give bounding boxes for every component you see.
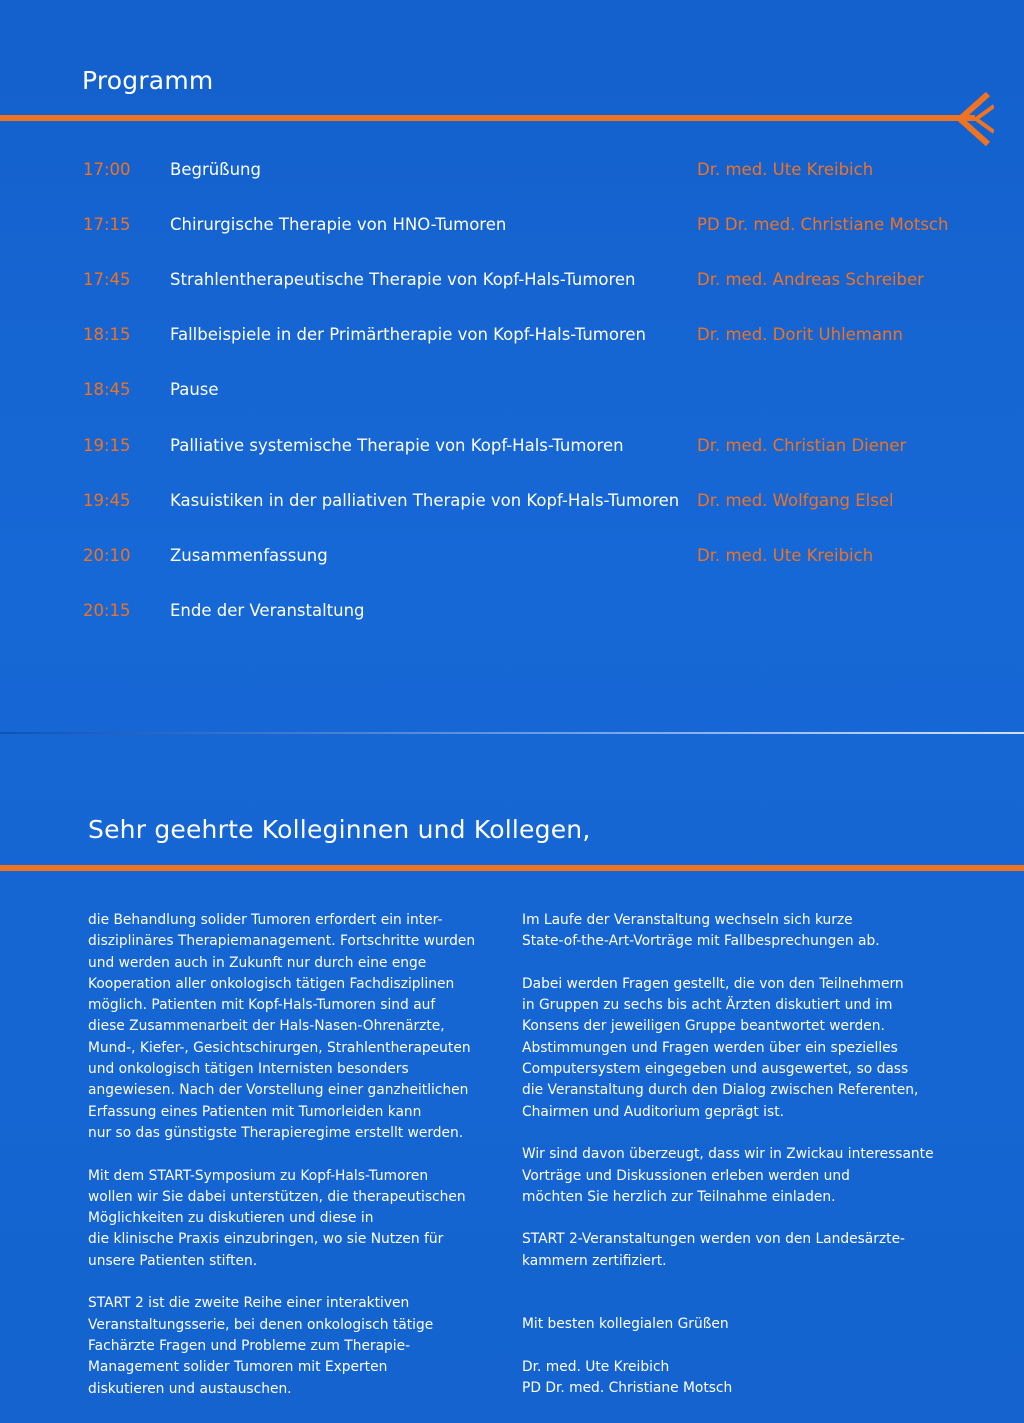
letter-paragraph (522, 974, 942, 1123)
text-line: disziplinäres Therapiemanagement. Fortschritte wurden (88, 933, 476, 950)
text-line: kammern zertifiziert. (522, 1252, 667, 1269)
text-line: Abstimmungen und Fragen werden über ein spezielles (522, 1039, 898, 1056)
schedule-topic: Pause (170, 380, 219, 399)
schedule-topic: Chirurgische Therapie von HNO-Tumoren (170, 215, 507, 234)
letter-paragraph (88, 1293, 488, 1399)
text-line: Computersystem eingegeben und ausgewertet, so dass (522, 1061, 909, 1078)
schedule-time: 19:45 (83, 491, 131, 510)
text-line: Chairmen und Auditorium geprägt ist. (522, 1103, 784, 1120)
fold-divider (0, 732, 1024, 734)
schedule-speaker: Dr. med. Ute Kreibich (697, 546, 874, 565)
signature-name: Dr. med. Ute Kreibich (522, 1358, 670, 1375)
text-line: und werden auch in Zukunft nur durch eine enge (88, 954, 427, 971)
letter-paragraph (88, 910, 488, 1144)
schedule-time: 20:15 (83, 601, 131, 620)
text-line: diskutieren und austauschen. (88, 1380, 292, 1397)
chevron-left-icon (948, 92, 994, 146)
schedule-row (0, 481, 1024, 521)
text-line: unsere Patienten stiften. (88, 1252, 258, 1269)
text-line: Kooperation aller onkologisch tätigen Fachdisziplinen (88, 975, 455, 992)
letter-paragraph (522, 1144, 942, 1208)
text-line: in Gruppen zu sechs bis acht Ärzten diskutiert und im (522, 997, 893, 1014)
text-line: Vorträge und Diskussionen erleben werden und (522, 1167, 850, 1184)
schedule-row (0, 426, 1024, 466)
text-line: Erfassung eines Patienten mit Tumorleiden kann (88, 1103, 422, 1120)
text-line: möglich. Patienten mit Kopf-Hals-Tumoren sind auf (88, 997, 436, 1014)
text-line: START 2-Veranstaltungen werden von den Landesärzte- (522, 1231, 906, 1248)
schedule-speaker: PD Dr. med. Christiane Motsch (697, 215, 949, 234)
schedule-topic: Fallbeispiele in der Primärtherapie von Kopf-Hals-Tumoren (170, 325, 646, 344)
text-line: Mund-, Kiefer-, Gesichtschirurgen, Strahlentherapeuten (88, 1039, 471, 1056)
text-line: nur so das günstigste Therapieregime erstellt werden. (88, 1124, 464, 1141)
schedule-speaker: Dr. med. Dorit Uhlemann (697, 325, 903, 344)
letter-divider (0, 865, 1024, 871)
text-line: diese Zusammenarbeit der Hals-Nasen-Ohrenärzte, (88, 1018, 445, 1035)
schedule-time: 19:15 (83, 436, 131, 455)
schedule-topic: Palliative systemische Therapie von Kopf-Hals-Tumoren (170, 436, 624, 455)
schedule-topic: Ende der Veranstaltung (170, 601, 365, 620)
schedule-topic: Strahlentherapeutische Therapie von Kopf-Hals-Tumoren (170, 270, 636, 289)
schedule-row (0, 315, 1024, 355)
letter-left-column (88, 910, 488, 1421)
text-line: Wir sind davon überzeugt, dass wir in Zwickau interessante (522, 1146, 934, 1163)
text-line: Möglichkeiten zu diskutieren und diese in (88, 1210, 374, 1227)
schedule-speaker: Dr. med. Wolfgang Elsel (697, 491, 894, 510)
text-line: wollen wir Sie dabei unterstützen, die therapeutischen (88, 1188, 466, 1205)
schedule-speaker: Dr. med. Andreas Schreiber (697, 270, 924, 289)
text-line: möchten Sie herzlich zur Teilnahme einladen. (522, 1188, 836, 1205)
schedule-topic: Kasuistiken in der palliativen Therapie von Kopf-Hals-Tumoren (170, 491, 680, 510)
text-line: die klinische Praxis einzubringen, wo sie Nutzen für (88, 1231, 444, 1248)
signature-name: PD Dr. med. Christiane Motsch (522, 1379, 733, 1396)
program-title: Programm (82, 66, 214, 95)
schedule-time: 18:15 (83, 325, 131, 344)
schedule-row (0, 536, 1024, 576)
text-line: die Veranstaltung durch den Dialog zwischen Referenten, (522, 1082, 919, 1099)
letter-paragraph (522, 910, 942, 953)
text-line: und onkologisch tätigen Internisten besonders (88, 1061, 409, 1078)
text-line: Management solider Tumoren mit Experten (88, 1359, 388, 1376)
schedule-speaker: Dr. med. Christian Diener (697, 436, 907, 455)
letter-signatures (522, 1357, 942, 1400)
schedule-row (0, 205, 1024, 245)
letter-salutation: Sehr geehrte Kolleginnen und Kollegen, (88, 815, 591, 844)
schedule-time: 17:45 (83, 270, 131, 289)
schedule-topic: Zusammenfassung (170, 546, 328, 565)
letter-paragraph (88, 1166, 488, 1272)
text-line: State-of-the-Art-Vorträge mit Fallbesprechungen ab. (522, 933, 880, 950)
letter-closing (522, 1314, 942, 1335)
schedule-time: 18:45 (83, 380, 131, 399)
text-line: Mit besten kollegialen Grüßen (522, 1316, 729, 1333)
text-line: Im Laufe der Veranstaltung wechseln sich kurze (522, 912, 853, 928)
schedule-row (0, 150, 1024, 190)
text-line: Dabei werden Fragen gestellt, die von den Teilnehmern (522, 975, 904, 992)
text-line: Konsens der jeweiligen Gruppe beantwortet werden. (522, 1018, 885, 1035)
schedule-topic: Begrüßung (170, 160, 261, 179)
program-divider (0, 115, 975, 121)
text-line: angewiesen. Nach der Vorstellung einer ganzheitlichen (88, 1082, 469, 1099)
schedule-row (0, 370, 1024, 410)
schedule-row (0, 260, 1024, 300)
text-line: Mit dem START-Symposium zu Kopf-Hals-Tumoren (88, 1167, 429, 1184)
schedule-time: 17:15 (83, 215, 131, 234)
text-line: START 2 ist die zweite Reihe einer interaktiven (88, 1295, 410, 1312)
schedule-row (0, 591, 1024, 631)
text-line: Veranstaltungsserie, bei denen onkologisch tätige (88, 1316, 434, 1333)
schedule-time: 17:00 (83, 160, 131, 179)
text-line: Fachärzte Fragen und Probleme zum Therapie- (88, 1337, 411, 1354)
letter-paragraph (522, 1229, 942, 1272)
text-line: die Behandlung solider Tumoren erfordert ein inter- (88, 912, 443, 928)
schedule-speaker: Dr. med. Ute Kreibich (697, 160, 874, 179)
schedule-time: 20:10 (83, 546, 131, 565)
letter-right-column (522, 910, 942, 1421)
